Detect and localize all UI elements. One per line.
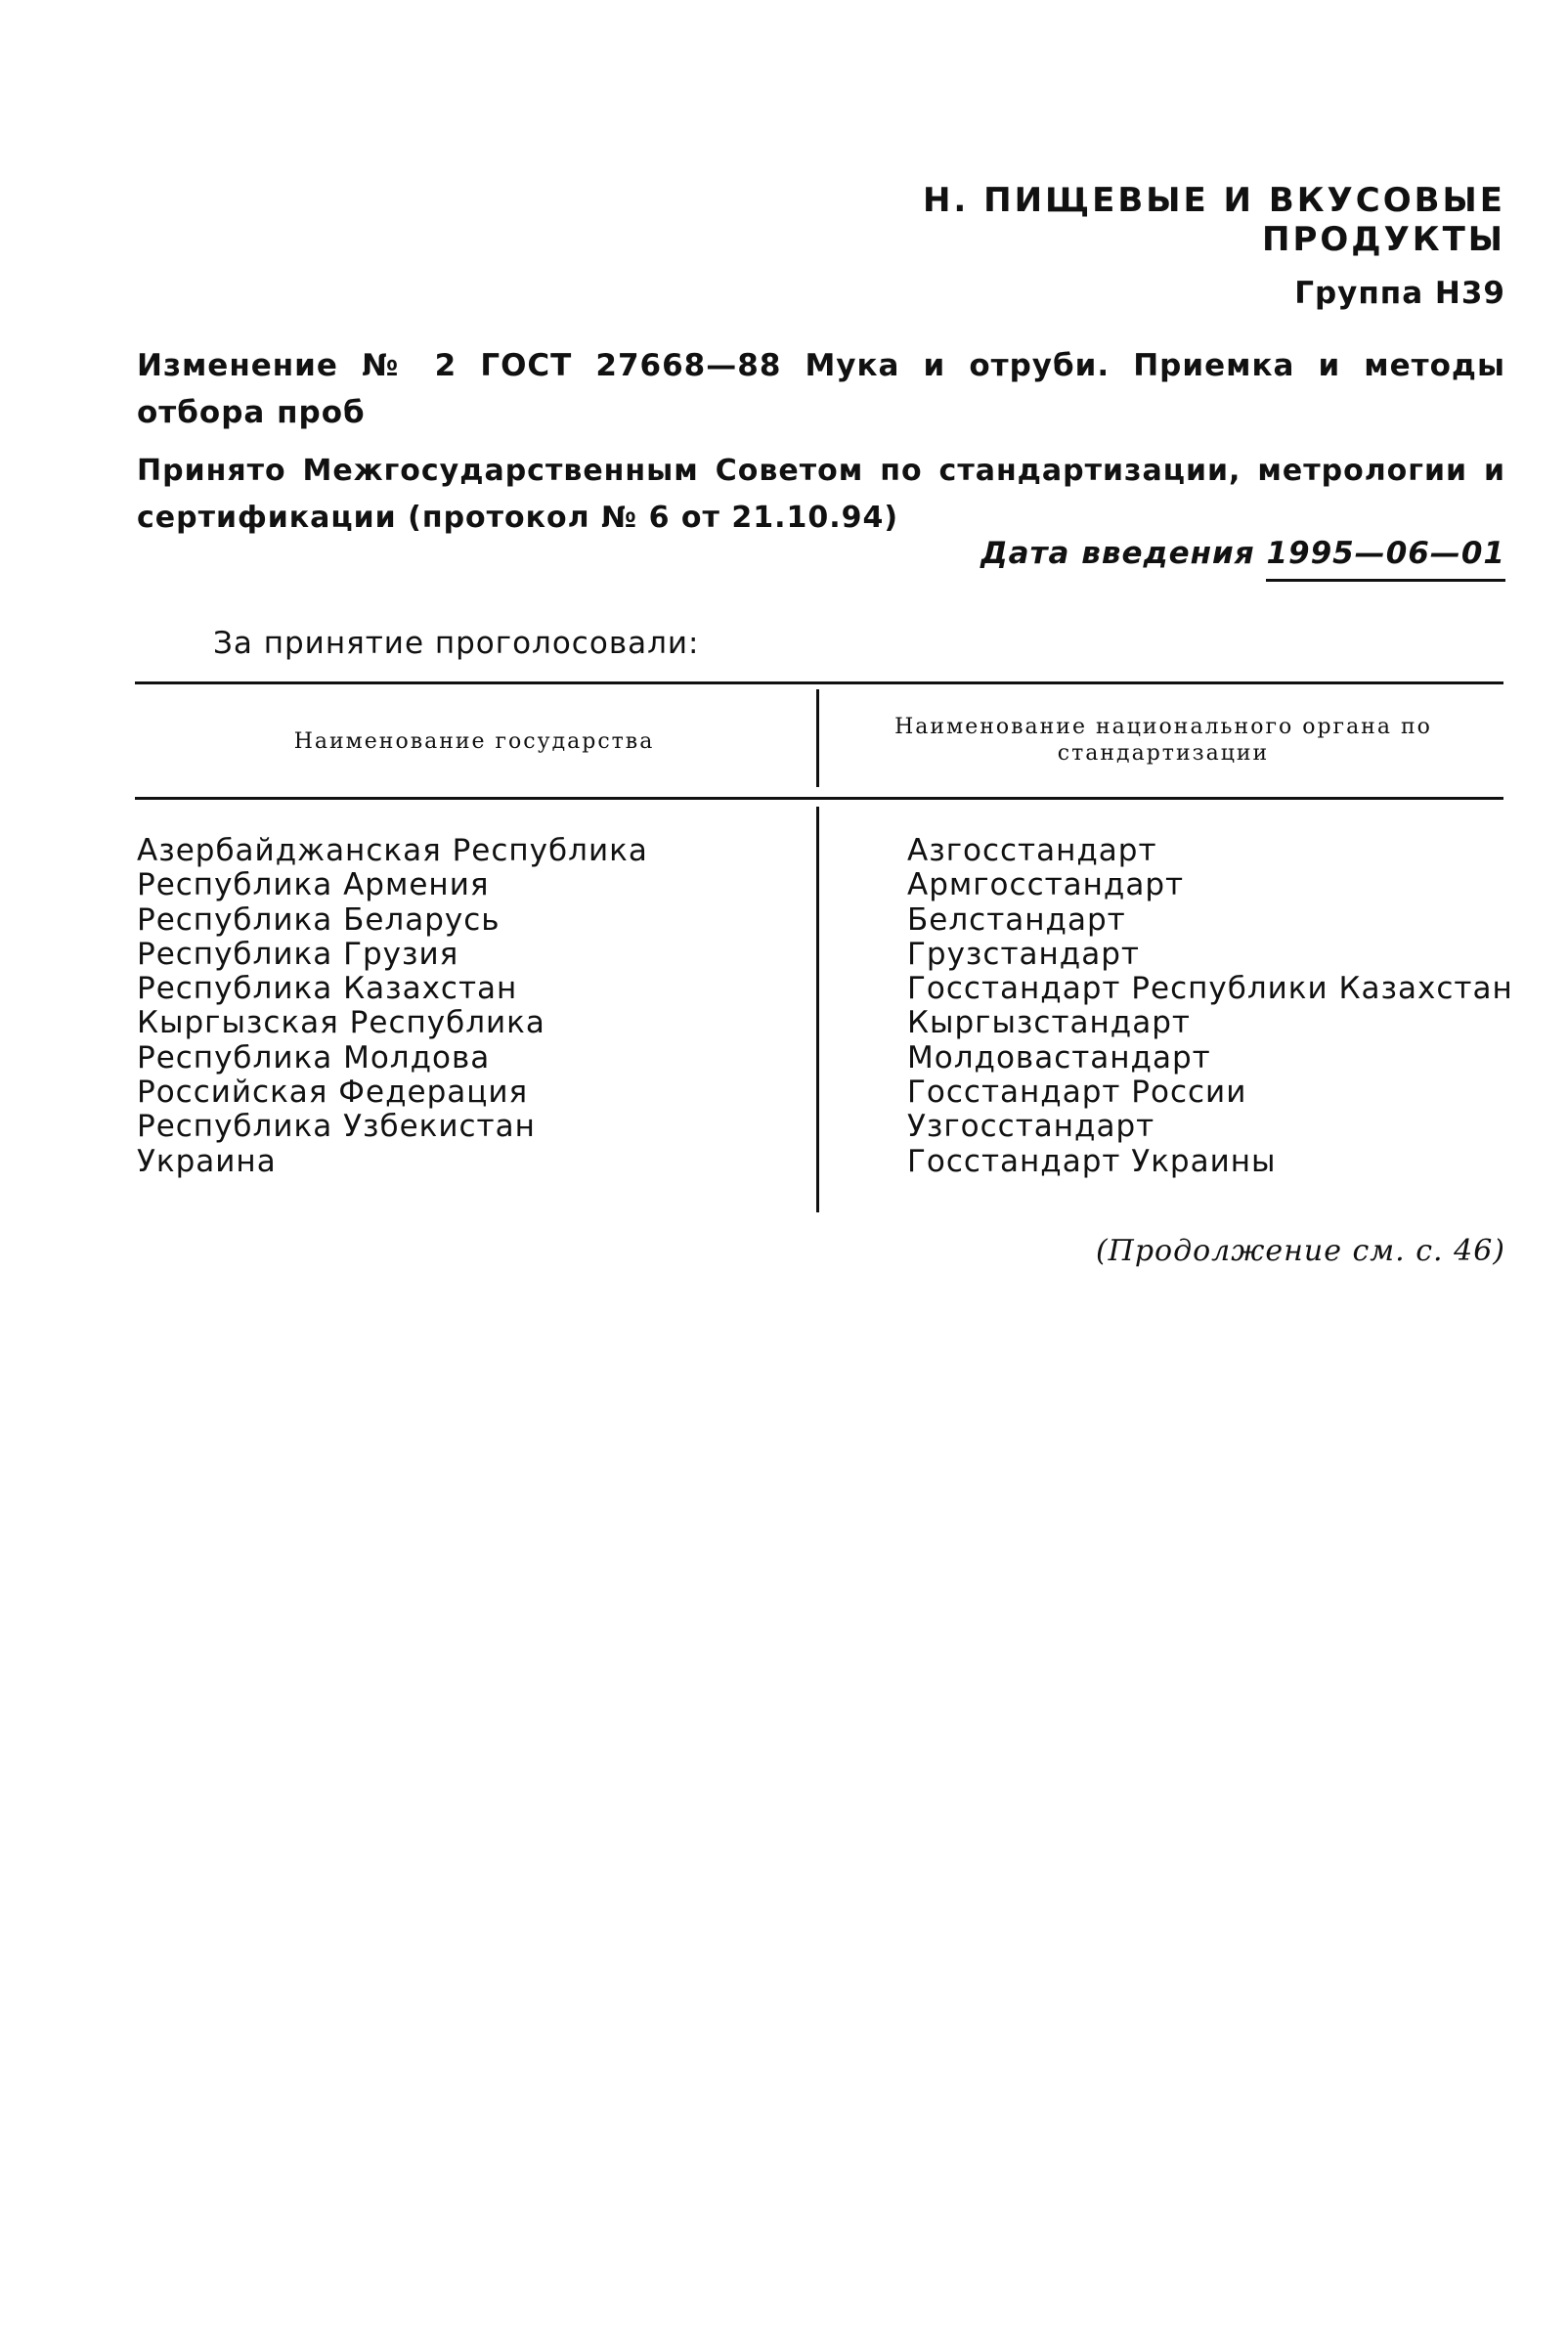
adoption-statement-lead: Принято Межгосударственным Советом	[137, 454, 864, 488]
column-header-state: Наименование государства	[293, 729, 655, 754]
state-column	[137, 834, 811, 1179]
table-row-state: Республика Молдова	[137, 1039, 491, 1076]
column-header-national-body: Наименование национального органа по стандартизации	[894, 715, 1432, 766]
table-row-state: Украина	[137, 1143, 277, 1179]
table-row-national-body: Узгосстандарт	[907, 1109, 1155, 1145]
table-row-state: Республика Беларусь	[137, 901, 501, 938]
table-row-national-body: Госстандарт Республики Казахстан	[907, 971, 1513, 1007]
national-body-column	[907, 834, 1533, 1179]
table-row-state: Республика Казахстан	[137, 971, 518, 1007]
table-header-divider	[816, 689, 819, 787]
adoption-statement	[137, 448, 1505, 542]
table-row-state: Российская Федерация	[137, 1075, 529, 1111]
table-row-state: Кыргызская Республика	[137, 1005, 545, 1041]
table-row-national-body: Армгосстандарт	[907, 867, 1185, 903]
table-row-national-body: Кыргызстандарт	[907, 1005, 1191, 1041]
group-code: Группа Н39	[1294, 276, 1505, 311]
table-row-national-body: Госстандарт России	[907, 1075, 1247, 1111]
introduction-date-label: Дата введения	[980, 536, 1255, 571]
table-row-state: Азербайджанская Республика	[137, 833, 648, 868]
table-row-state: Республика Грузия	[137, 936, 459, 972]
table-row-national-body: Госстандарт Украины	[907, 1143, 1277, 1179]
table-top-rule	[135, 681, 1503, 684]
adoption-statement-rest: по стандартизации, метрологии и сертификации (протокол № 6 от 21.10.94)	[137, 454, 1505, 535]
table-row-national-body: Грузстандарт	[907, 936, 1140, 972]
continuation-note: (Продолжение см. с. 46)	[1095, 1234, 1505, 1268]
table-row-national-body: Молдовастандарт	[907, 1039, 1211, 1076]
table-body-divider	[816, 807, 819, 1212]
table-row-national-body: Азгосстандарт	[907, 833, 1157, 868]
section-title: Н. ПИЩЕВЫЕ И ВКУСОВЫЕ ПРОДУКТЫ	[922, 181, 1505, 259]
table-row-state: Республика Узбекистан	[137, 1109, 536, 1145]
voting-intro: За принятие проголосовали:	[213, 626, 700, 661]
table-row-state: Республика Армения	[137, 867, 490, 903]
table-row-national-body: Белстандарт	[907, 901, 1126, 938]
introduction-date	[880, 536, 1505, 582]
table-header-rule	[135, 797, 1503, 800]
introduction-date-value: 1995—06—01	[1266, 536, 1505, 582]
amendment-title: Изменение № 2 ГОСТ 27668—88 Мука и отруби. Приемка и методы отбора проб	[137, 348, 1505, 430]
